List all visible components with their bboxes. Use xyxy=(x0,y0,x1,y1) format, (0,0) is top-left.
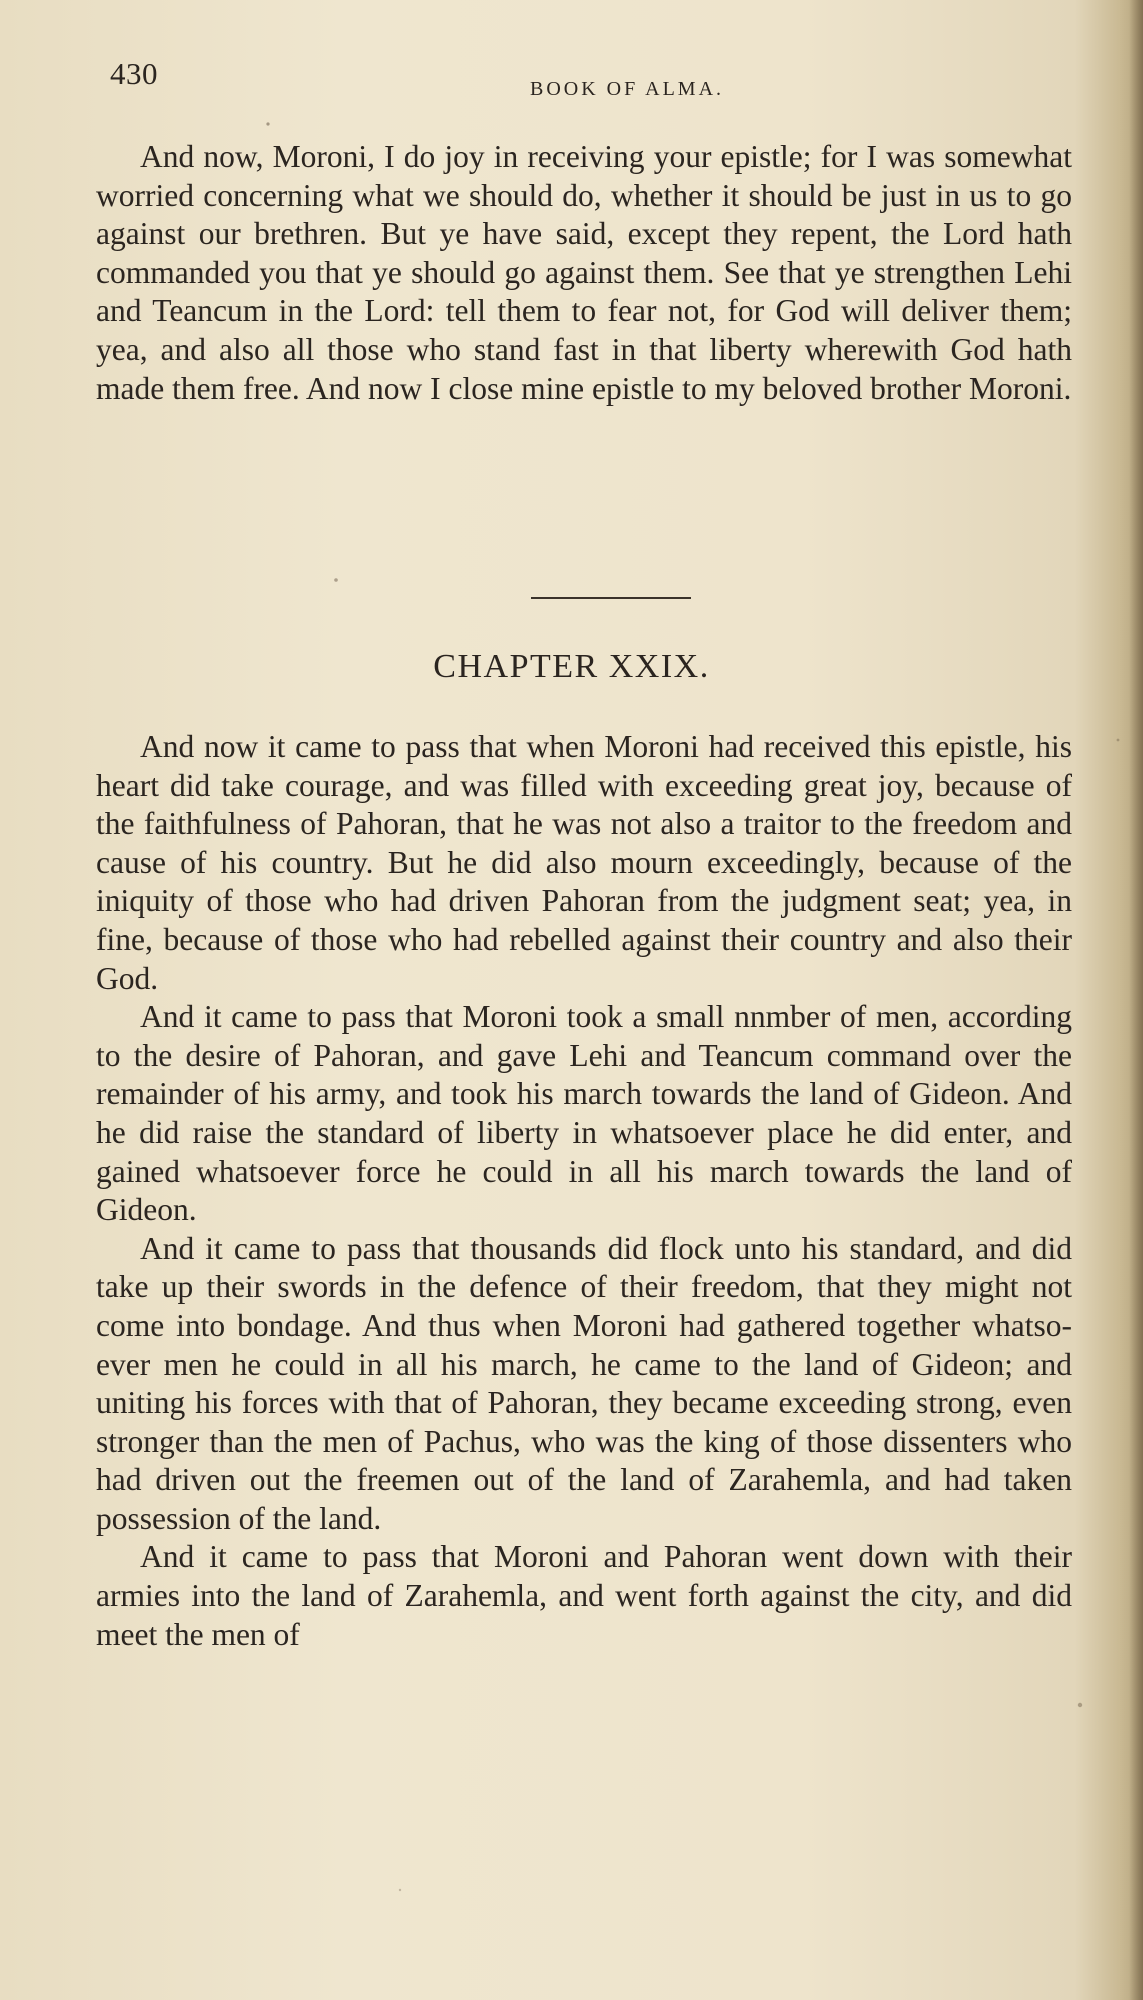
section-divider xyxy=(531,597,691,599)
paragraph: And now it came to pass that when Moroni had received this epistle, his heart did take courage, and was filled with exceeding great joy, because of the faithfulness of Pahoran, that he was not also a traitor to the freedom and cause of his country. But he did also mourn exceedingly, because of the iniquity of those who had driven Pahoran from the judgment seat; yea, in fine, because of those who had rebelled against their country and also their God. xyxy=(96,729,1072,996)
paragraph: And it came to pass that thousands did flock unto his standard, and did take up their swords in the defence of their freedom, that they might not come into bondage. And thus when Moroni had gathered together whatsoever men he could in all his march, he came to the land of Gideon; and uniting his forces with that of Pahoran, they became exceeding strong, even stronger than the men of Pachus, who was the king of those dissenters who had driven out the freemen out of the land of Zarahemla, and had taken possession of the land. xyxy=(96,1230,1072,1536)
closing-epistle-text xyxy=(96,138,1072,408)
page-number: 430 xyxy=(110,56,158,91)
paragraph: And it came to pass that Moroni took a small nnmber of men, according to the desire of Pahoran, and gave Lehi and Teancum command over the remainder of his army, and took his march towards the land of Gideon. And he did raise the standard of liberty in whatsoever place he did enter, and gained whatsoever force he could in all his march towards the land of Gideon. xyxy=(96,999,1072,1228)
running-head xyxy=(110,56,1070,106)
chapter-heading: CHAPTER XXIX. xyxy=(433,648,710,685)
gutter-shadow xyxy=(1129,0,1143,2000)
chapter-text xyxy=(96,728,1072,1654)
paragraph: And now, Moroni, I do joy in receiving your epistle; for I was somewhat worried concerning what we should do, whether it should be just in us to go against our brethren. But ye have said, except they repent, the Lord hath commanded you that ye should go against them. See that ye strengthen Lehi and Teancum in the Lord: tell them to fear not, for God will deliver them; yea, and also all those who stand fast in that liberty wherewith God hath made them free. And now I close mine epistle to my beloved brother Moroni. xyxy=(96,139,1072,406)
paragraph: And it came to pass that Moroni and Pahoran went down with their armies into the land of Zarahemla, and went forth against the city, and did meet the men of xyxy=(96,1539,1072,1652)
running-title: BOOK OF ALMA. xyxy=(530,78,725,100)
